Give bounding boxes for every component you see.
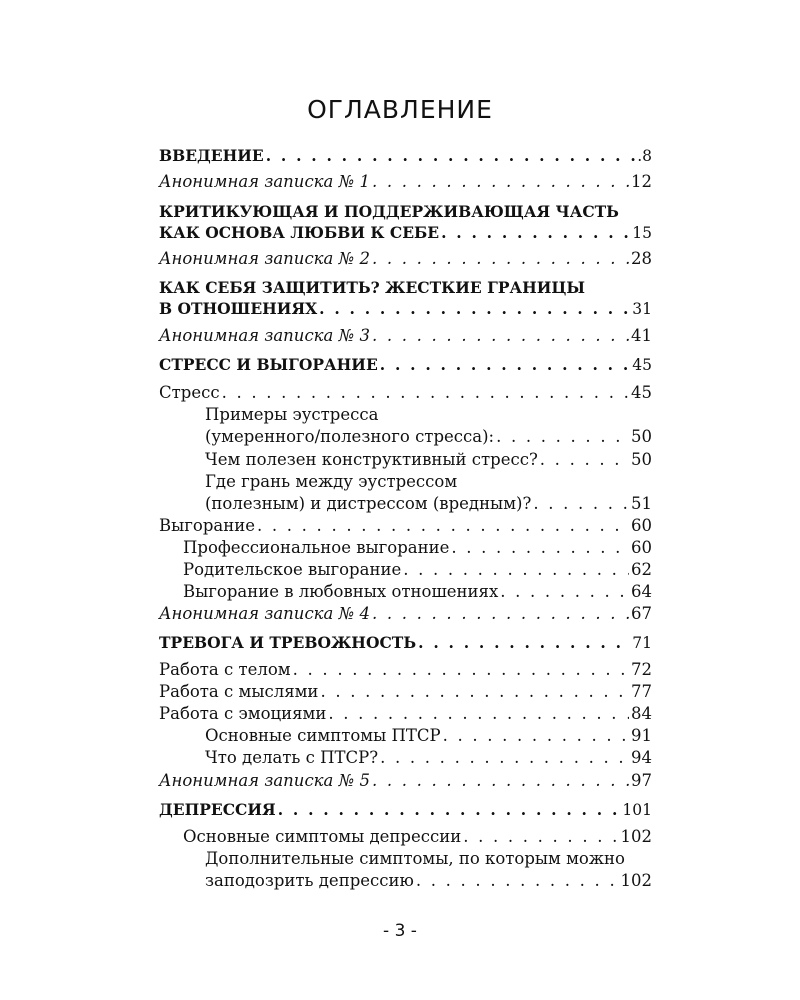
toc-page-number: 67 (631, 604, 652, 623)
dot-leader (451, 537, 629, 559)
toc-page-number: 60 (631, 538, 652, 557)
dot-leader (443, 725, 629, 747)
toc-entry-label: Стресс (159, 383, 220, 402)
toc-entry-body-work[interactable] (159, 659, 652, 681)
toc-entry-boundaries-line1: КАК СЕБЯ ЗАЩИТИТЬ? ЖЕСТКИЕ ГРАНИЦЫ (159, 278, 586, 297)
dot-leader (257, 515, 629, 537)
dot-leader (463, 826, 618, 848)
dot-leader (380, 354, 631, 376)
toc-entry-label: Профессиональное выгорание (183, 538, 450, 557)
toc-page-number: 94 (631, 748, 652, 767)
toc-entry-professional-burnout[interactable] (183, 537, 652, 559)
toc-page-number: 102 (620, 827, 652, 846)
toc-entry-label: Анонимная записка № 4 (159, 604, 370, 623)
toc-entry-label: В ОТНОШЕНИЯХ (159, 299, 318, 318)
toc-entry-label: Работа с мыслями (159, 682, 319, 701)
toc-entry-label: СТРЕСС И ВЫГОРАНИЕ (159, 355, 378, 374)
toc-entry-label: КАК ОСНОВА ЛЮБВИ К СЕБЕ (159, 223, 440, 242)
toc-page-number: 60 (631, 516, 652, 535)
toc-entry-depression[interactable] (159, 799, 652, 821)
toc-page-number: 91 (631, 726, 652, 745)
dot-leader (500, 581, 629, 603)
dot-leader (266, 145, 635, 167)
toc-page-number: 62 (631, 560, 652, 579)
toc-entry-label: заподозрить депрессию (205, 871, 414, 890)
toc-page-number: 64 (631, 582, 652, 601)
toc-entry-label: ТРЕВОГА И ТРЕВОЖНОСТЬ (159, 633, 417, 652)
toc-page-number: 84 (631, 704, 652, 723)
toc-entry-boundaries[interactable] (159, 298, 652, 320)
toc-entry-eustress-distress[interactable] (205, 493, 652, 515)
dot-leader (372, 171, 629, 193)
page-number-footer: - 3 - (383, 921, 417, 941)
toc-entry-anon-note-3[interactable] (159, 325, 652, 347)
toc-entry-thoughts-work[interactable] (159, 681, 652, 703)
toc-entry-label: (умеренного/полезного стресса): (205, 427, 495, 446)
dot-leader (278, 799, 621, 821)
toc-entry-label: Что делать с ПТСР? (205, 748, 379, 767)
toc-entry-anon-note-4[interactable] (159, 603, 652, 625)
toc-entry-label: Основные симптомы ПТСР (205, 726, 441, 745)
toc-entry-ptsd-what-to-do[interactable] (205, 747, 652, 769)
table-of-contents (159, 0, 652, 1000)
toc-entry-label: Работа с эмоциями (159, 704, 327, 723)
toc-entry-eustress-line1: Примеры эустресса (205, 405, 379, 424)
toc-entry-label: Родительское выгорание (183, 560, 402, 579)
toc-page-number: 101 (622, 801, 652, 819)
toc-entry-critic-support[interactable] (159, 222, 652, 244)
toc-page-number: 41 (631, 326, 652, 345)
toc-entry-parental-burnout[interactable] (183, 559, 652, 581)
toc-entry-depression-symptoms[interactable] (183, 826, 652, 848)
toc-entry-label: Анонимная записка № 1 (159, 172, 370, 191)
toc-page-number: 51 (631, 494, 652, 513)
toc-page-number: 72 (631, 660, 652, 679)
toc-entry-relationship-burnout[interactable] (183, 581, 652, 603)
toc-entry-introduction[interactable] (159, 145, 652, 167)
toc-page-number: 77 (631, 682, 652, 701)
toc-entry-anxiety[interactable] (159, 632, 652, 654)
toc-entry-label: Выгорание в любовных отношениях (183, 582, 499, 601)
toc-entry-eustress-examples[interactable] (205, 426, 652, 448)
toc-page-number: .8 (637, 147, 652, 165)
toc-entry-label: Анонимная записка № 5 (159, 771, 370, 790)
toc-entry-label: Основные симптомы депрессии (183, 827, 462, 846)
dot-leader (293, 659, 629, 681)
toc-entry-burnout[interactable] (159, 515, 652, 537)
dot-leader (441, 222, 630, 244)
toc-entry-distress-line1: Где грань между эустрессом (205, 472, 458, 491)
toc-page-number: 28 (631, 249, 652, 268)
toc-page-number: 15 (632, 224, 652, 242)
toc-entry-ptsd-symptoms[interactable] (205, 725, 652, 747)
dot-leader (372, 770, 629, 792)
dot-leader (416, 870, 619, 892)
dot-leader (222, 382, 629, 404)
dot-leader (319, 298, 630, 320)
toc-page-number: 50 (631, 427, 652, 446)
toc-entry-label: Анонимная записка № 2 (159, 249, 370, 268)
toc-page-number: 50 (631, 450, 652, 469)
toc-page-number: 12 (631, 172, 652, 191)
toc-page-number: 45 (632, 356, 652, 374)
toc-entry-label: Анонимная записка № 3 (159, 326, 370, 345)
toc-entry-stress[interactable] (159, 382, 652, 404)
toc-page-number: 102 (620, 871, 652, 890)
page-title: ОГЛАВЛЕНИЕ (307, 95, 493, 124)
toc-entry-label: (полезным) и дистрессом (вредным)? (205, 494, 532, 513)
toc-page-number: 71 (632, 634, 652, 652)
toc-entry-label: Выгорание (159, 516, 255, 535)
dot-leader (372, 603, 629, 625)
toc-entry-stress-burnout[interactable] (159, 354, 652, 376)
toc-page-number: 97 (631, 771, 652, 790)
dot-leader (328, 703, 629, 725)
dot-leader (403, 559, 629, 581)
toc-entry-additional-symptoms-line1: Дополнительные симптомы, по которым можно (205, 849, 625, 868)
dot-leader (418, 632, 630, 654)
toc-entry-constructive-stress[interactable] (205, 449, 652, 471)
toc-entry-label: ВВЕДЕНИЕ (159, 146, 264, 165)
dot-leader (496, 426, 629, 448)
dot-leader (540, 449, 629, 471)
toc-entry-label: Чем полезен конструктивный стресс? (205, 450, 538, 469)
dot-leader (380, 747, 629, 769)
toc-entry-critic-line1: КРИТИКУЮЩАЯ И ПОДДЕРЖИВАЮЩАЯ ЧАСТЬ (159, 202, 619, 221)
toc-entry-anon-note-2[interactable] (159, 248, 652, 270)
dot-leader (533, 493, 629, 515)
dot-leader (372, 248, 629, 270)
toc-entry-label: Работа с телом (159, 660, 291, 679)
dot-leader (320, 681, 629, 703)
toc-entry-emotions-work[interactable] (159, 703, 652, 725)
toc-entry-anon-note-1[interactable] (159, 171, 652, 193)
toc-entry-label: ДЕПРЕССИЯ (159, 800, 276, 819)
toc-page-number: 45 (631, 383, 652, 402)
toc-page-number: 31 (632, 300, 652, 318)
toc-entry-additional-symptoms[interactable] (205, 870, 652, 892)
toc-entry-anon-note-5[interactable] (159, 770, 652, 792)
dot-leader (372, 325, 629, 347)
